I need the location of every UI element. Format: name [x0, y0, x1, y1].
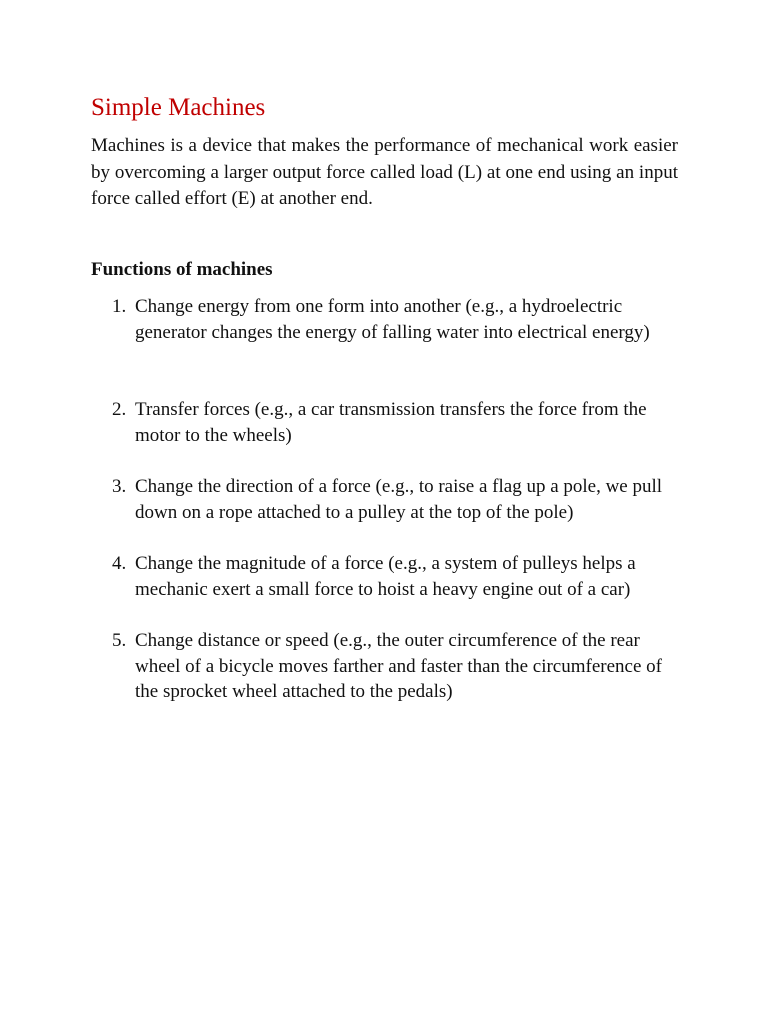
- list-item-text: Change energy from one form into another (e.g., a hydroelectric generator changes the energy of falling water into electrical energy): [135, 296, 650, 343]
- list-item-text: Transfer forces (e.g., a car transmission transfers the force from the motor to the wheels): [135, 399, 647, 446]
- list-item-text: Change distance or speed (e.g., the outer circumference of the rear wheel of a bicycle moves farther and faster than the circumference of the sprocket wheel attached to the pedals): [135, 630, 662, 702]
- list-item-text: Change the magnitude of a force (e.g., a system of pulleys helps a mechanic exert a small force to hoist a heavy engine out of a car): [135, 553, 636, 600]
- list-item-text: Change the direction of a force (e.g., to raise a flag up a pole, we pull down on a rope attached to a pulley at the top of the pole): [135, 476, 663, 523]
- document-title: Simple Machines: [91, 94, 266, 121]
- list-item-number: 4.: [112, 553, 127, 574]
- intro-paragraph: Machines is a device that makes the performance of mechanical work easier by overcoming a larger output force called load (L) at one end using an input force called effort (E) at another end.: [91, 135, 678, 209]
- list-item-number: 2.: [112, 399, 127, 420]
- list-item-number: 5.: [112, 630, 127, 651]
- list-item-number: 1.: [112, 296, 127, 317]
- list-item-number: 3.: [112, 476, 127, 497]
- functions-heading: Functions of machines: [91, 259, 273, 280]
